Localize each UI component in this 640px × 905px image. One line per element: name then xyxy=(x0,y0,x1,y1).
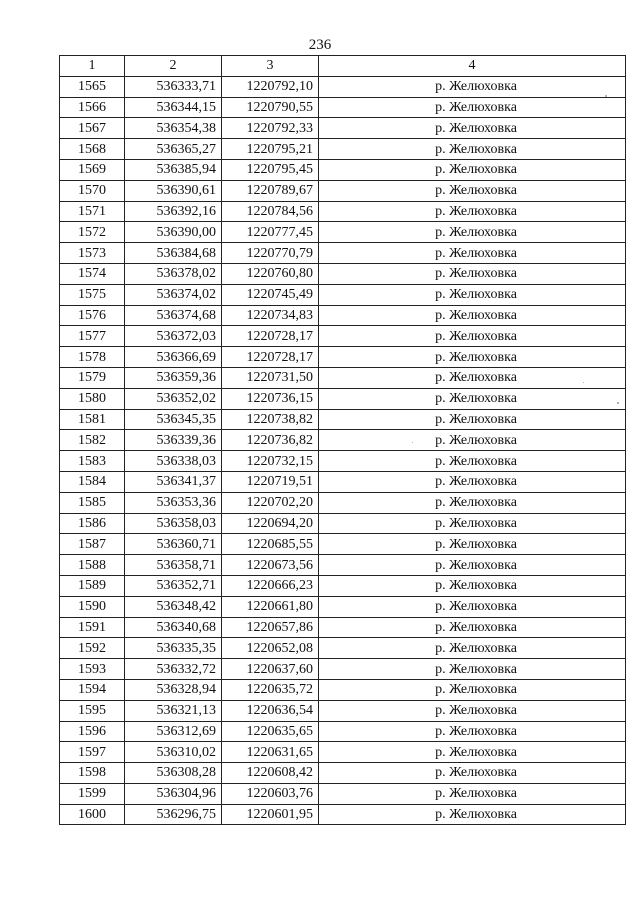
coordinate-y-cell: 1220637,60 xyxy=(222,659,319,680)
description-cell xyxy=(319,347,626,368)
description-text: р. Желюховка xyxy=(435,391,517,407)
description-cell xyxy=(319,763,626,784)
table-row xyxy=(60,700,626,721)
point-number-cell: 1594 xyxy=(60,679,125,700)
point-number-cell: 1596 xyxy=(60,721,125,742)
coordinate-x-cell: 536332,72 xyxy=(125,659,222,680)
point-number-cell: 1592 xyxy=(60,638,125,659)
point-number-cell: 1587 xyxy=(60,534,125,555)
coordinate-y-cell: 1220652,08 xyxy=(222,638,319,659)
coordinate-y-cell: 1220673,56 xyxy=(222,555,319,576)
table-row xyxy=(60,305,626,326)
table-row xyxy=(60,471,626,492)
point-number-cell: 1597 xyxy=(60,742,125,763)
table-row xyxy=(60,513,626,534)
description-cell xyxy=(319,638,626,659)
table-row xyxy=(60,263,626,284)
scan-speck xyxy=(605,95,607,97)
table-row xyxy=(60,76,626,97)
table-row xyxy=(60,347,626,368)
description-cell xyxy=(319,305,626,326)
table-body xyxy=(60,76,626,825)
description-cell xyxy=(319,159,626,180)
description-cell xyxy=(319,534,626,555)
description-text: р. Желюховка xyxy=(435,287,517,303)
coordinate-y-cell: 1220661,80 xyxy=(222,596,319,617)
coordinate-x-cell: 536378,02 xyxy=(125,263,222,284)
point-number-cell: 1586 xyxy=(60,513,125,534)
description-cell xyxy=(319,139,626,160)
coordinate-x-cell: 536345,35 xyxy=(125,409,222,430)
coordinate-x-cell: 536358,71 xyxy=(125,555,222,576)
coordinate-y-cell: 1220760,80 xyxy=(222,263,319,284)
description-text: р. Желюховка xyxy=(435,619,517,635)
point-number-cell: 1585 xyxy=(60,492,125,513)
table-row xyxy=(60,617,626,638)
description-cell xyxy=(319,76,626,97)
description-text: р. Желюховка xyxy=(435,349,517,365)
coordinate-y-cell: 1220734,83 xyxy=(222,305,319,326)
point-number-cell: 1568 xyxy=(60,139,125,160)
description-text: р. Желюховка xyxy=(435,661,517,677)
coordinate-x-cell: 536366,69 xyxy=(125,347,222,368)
table-row xyxy=(60,804,626,825)
coordinate-y-cell: 1220666,23 xyxy=(222,575,319,596)
column-header-3: 3 xyxy=(222,56,319,77)
coordinate-y-cell: 1220601,95 xyxy=(222,804,319,825)
coordinate-x-cell: 536352,02 xyxy=(125,388,222,409)
coordinate-x-cell: 536392,16 xyxy=(125,201,222,222)
description-text: р. Желюховка xyxy=(435,432,517,448)
description-cell xyxy=(319,284,626,305)
point-number-cell: 1579 xyxy=(60,367,125,388)
coordinate-y-cell: 1220702,20 xyxy=(222,492,319,513)
description-cell xyxy=(319,97,626,118)
description-cell xyxy=(319,596,626,617)
page-number: 236 xyxy=(308,37,332,53)
description-cell xyxy=(319,430,626,451)
description-text: р. Желюховка xyxy=(435,536,517,552)
coordinate-x-cell: 536341,37 xyxy=(125,471,222,492)
description-text: р. Желюховка xyxy=(435,183,517,199)
description-cell xyxy=(319,783,626,804)
scan-speck xyxy=(583,382,584,383)
table-row xyxy=(60,201,626,222)
description-cell xyxy=(319,451,626,472)
coordinate-x-cell: 536390,61 xyxy=(125,180,222,201)
description-text: р. Желюховка xyxy=(435,328,517,344)
point-number-cell: 1593 xyxy=(60,659,125,680)
coordinate-x-cell: 536384,68 xyxy=(125,243,222,264)
coordinate-y-cell: 1220792,10 xyxy=(222,76,319,97)
table-row xyxy=(60,679,626,700)
description-text: р. Желюховка xyxy=(435,765,517,781)
table-row xyxy=(60,763,626,784)
coordinate-x-cell: 536352,71 xyxy=(125,575,222,596)
coordinate-x-cell: 536390,00 xyxy=(125,222,222,243)
coordinate-x-cell: 536354,38 xyxy=(125,118,222,139)
coordinate-y-cell: 1220745,49 xyxy=(222,284,319,305)
coordinate-y-cell: 1220657,86 xyxy=(222,617,319,638)
coordinate-x-cell: 536365,27 xyxy=(125,139,222,160)
point-number-cell: 1572 xyxy=(60,222,125,243)
column-header-4: 4 xyxy=(319,56,626,77)
description-text: р. Желюховка xyxy=(435,203,517,219)
coordinate-x-cell: 536385,94 xyxy=(125,159,222,180)
description-cell xyxy=(319,700,626,721)
coordinate-x-cell: 536310,02 xyxy=(125,742,222,763)
coordinate-x-cell: 536360,71 xyxy=(125,534,222,555)
table-header-row xyxy=(60,56,626,77)
description-text: р. Желюховка xyxy=(435,370,517,386)
coordinate-x-cell: 536304,96 xyxy=(125,783,222,804)
coordinate-x-cell: 536374,68 xyxy=(125,305,222,326)
point-number-cell: 1574 xyxy=(60,263,125,284)
coordinates-table xyxy=(59,55,626,825)
table-row xyxy=(60,409,626,430)
point-number-cell: 1582 xyxy=(60,430,125,451)
point-number-cell: 1566 xyxy=(60,97,125,118)
description-cell xyxy=(319,721,626,742)
description-text: р. Желюховка xyxy=(435,807,517,823)
coordinate-y-cell: 1220792,33 xyxy=(222,118,319,139)
table-row xyxy=(60,243,626,264)
description-cell xyxy=(319,326,626,347)
description-text: р. Желюховка xyxy=(435,224,517,240)
coordinate-y-cell: 1220728,17 xyxy=(222,347,319,368)
description-cell xyxy=(319,180,626,201)
point-number-cell: 1584 xyxy=(60,471,125,492)
point-number-cell: 1588 xyxy=(60,555,125,576)
point-number-cell: 1567 xyxy=(60,118,125,139)
description-text: р. Желюховка xyxy=(435,474,517,490)
coordinate-y-cell: 1220636,54 xyxy=(222,700,319,721)
table-row xyxy=(60,492,626,513)
table-row xyxy=(60,721,626,742)
coordinate-y-cell: 1220736,82 xyxy=(222,430,319,451)
table-row xyxy=(60,638,626,659)
coordinate-x-cell: 536359,36 xyxy=(125,367,222,388)
coordinate-x-cell: 536312,69 xyxy=(125,721,222,742)
description-text: р. Желюховка xyxy=(435,453,517,469)
coordinate-y-cell: 1220789,67 xyxy=(222,180,319,201)
coordinate-x-cell: 536335,35 xyxy=(125,638,222,659)
description-cell xyxy=(319,679,626,700)
table-row xyxy=(60,139,626,160)
coordinate-y-cell: 1220694,20 xyxy=(222,513,319,534)
table-row xyxy=(60,659,626,680)
description-text: р. Желюховка xyxy=(435,578,517,594)
description-cell xyxy=(319,742,626,763)
point-number-cell: 1565 xyxy=(60,76,125,97)
table-row xyxy=(60,575,626,596)
table-row xyxy=(60,742,626,763)
point-number-cell: 1580 xyxy=(60,388,125,409)
description-cell xyxy=(319,263,626,284)
description-text: р. Желюховка xyxy=(435,744,517,760)
point-number-cell: 1576 xyxy=(60,305,125,326)
point-number-cell: 1600 xyxy=(60,804,125,825)
coordinate-y-cell: 1220728,17 xyxy=(222,326,319,347)
description-cell xyxy=(319,388,626,409)
description-text: р. Желюховка xyxy=(435,515,517,531)
point-number-cell: 1598 xyxy=(60,763,125,784)
coordinate-x-cell: 536353,36 xyxy=(125,492,222,513)
description-text: р. Желюховка xyxy=(435,682,517,698)
description-text: р. Желюховка xyxy=(435,703,517,719)
description-text: р. Желюховка xyxy=(435,599,517,615)
coordinate-y-cell: 1220635,72 xyxy=(222,679,319,700)
description-text: р. Желюховка xyxy=(435,120,517,136)
description-text: р. Желюховка xyxy=(435,141,517,157)
description-cell xyxy=(319,492,626,513)
point-number-cell: 1569 xyxy=(60,159,125,180)
description-text: р. Желюховка xyxy=(435,411,517,427)
table-row xyxy=(60,534,626,555)
point-number-cell: 1589 xyxy=(60,575,125,596)
coordinate-x-cell: 536374,02 xyxy=(125,284,222,305)
point-number-cell: 1591 xyxy=(60,617,125,638)
coordinate-x-cell: 536372,03 xyxy=(125,326,222,347)
table-row xyxy=(60,222,626,243)
coordinate-y-cell: 1220731,50 xyxy=(222,367,319,388)
coordinate-x-cell: 536339,36 xyxy=(125,430,222,451)
table-row xyxy=(60,180,626,201)
description-cell xyxy=(319,118,626,139)
table-row xyxy=(60,451,626,472)
description-text: р. Желюховка xyxy=(435,162,517,178)
description-text: р. Желюховка xyxy=(435,723,517,739)
table-row xyxy=(60,367,626,388)
column-header-1: 1 xyxy=(60,56,125,77)
table-row xyxy=(60,118,626,139)
point-number-cell: 1599 xyxy=(60,783,125,804)
table-row xyxy=(60,783,626,804)
description-cell xyxy=(319,804,626,825)
point-number-cell: 1578 xyxy=(60,347,125,368)
description-text: р. Желюховка xyxy=(435,557,517,573)
coordinate-x-cell: 536308,28 xyxy=(125,763,222,784)
coordinate-x-cell: 536344,15 xyxy=(125,97,222,118)
coordinate-y-cell: 1220603,76 xyxy=(222,783,319,804)
description-cell xyxy=(319,659,626,680)
coordinate-y-cell: 1220736,15 xyxy=(222,388,319,409)
description-cell xyxy=(319,409,626,430)
coordinate-x-cell: 536328,94 xyxy=(125,679,222,700)
table-row xyxy=(60,555,626,576)
coordinate-y-cell: 1220608,42 xyxy=(222,763,319,784)
coordinate-y-cell: 1220732,15 xyxy=(222,451,319,472)
point-number-cell: 1575 xyxy=(60,284,125,305)
table-row xyxy=(60,159,626,180)
table-row xyxy=(60,284,626,305)
description-cell xyxy=(319,555,626,576)
description-cell xyxy=(319,243,626,264)
point-number-cell: 1573 xyxy=(60,243,125,264)
coordinate-x-cell: 536321,13 xyxy=(125,700,222,721)
coordinate-y-cell: 1220738,82 xyxy=(222,409,319,430)
point-number-cell: 1570 xyxy=(60,180,125,201)
coordinate-x-cell: 536333,71 xyxy=(125,76,222,97)
description-cell xyxy=(319,471,626,492)
description-text: р. Желюховка xyxy=(435,245,517,261)
coordinate-x-cell: 536338,03 xyxy=(125,451,222,472)
coordinate-y-cell: 1220777,45 xyxy=(222,222,319,243)
description-text: р. Желюховка xyxy=(435,640,517,656)
coordinate-y-cell: 1220784,56 xyxy=(222,201,319,222)
point-number-cell: 1590 xyxy=(60,596,125,617)
description-text: р. Желюховка xyxy=(435,99,517,115)
description-text: р. Желюховка xyxy=(435,307,517,323)
coordinate-y-cell: 1220631,65 xyxy=(222,742,319,763)
coordinate-y-cell: 1220685,55 xyxy=(222,534,319,555)
coordinate-y-cell: 1220770,79 xyxy=(222,243,319,264)
table-row xyxy=(60,430,626,451)
point-number-cell: 1571 xyxy=(60,201,125,222)
point-number-cell: 1577 xyxy=(60,326,125,347)
coordinate-y-cell: 1220790,55 xyxy=(222,97,319,118)
coordinate-y-cell: 1220795,21 xyxy=(222,139,319,160)
description-text: р. Желюховка xyxy=(435,79,517,95)
coordinate-x-cell: 536358,03 xyxy=(125,513,222,534)
scan-speck xyxy=(412,442,413,443)
description-text: р. Желюховка xyxy=(435,786,517,802)
description-cell xyxy=(319,617,626,638)
coordinate-x-cell: 536340,68 xyxy=(125,617,222,638)
description-cell xyxy=(319,513,626,534)
table-row xyxy=(60,97,626,118)
description-text: р. Желюховка xyxy=(435,266,517,282)
description-cell xyxy=(319,367,626,388)
coordinate-x-cell: 536348,42 xyxy=(125,596,222,617)
scan-speck xyxy=(617,402,619,404)
table-row xyxy=(60,326,626,347)
coordinate-y-cell: 1220719,51 xyxy=(222,471,319,492)
column-header-2: 2 xyxy=(125,56,222,77)
description-cell xyxy=(319,201,626,222)
coordinate-x-cell: 536296,75 xyxy=(125,804,222,825)
coordinate-y-cell: 1220635,65 xyxy=(222,721,319,742)
description-text: р. Желюховка xyxy=(435,495,517,511)
point-number-cell: 1583 xyxy=(60,451,125,472)
coordinate-y-cell: 1220795,45 xyxy=(222,159,319,180)
point-number-cell: 1581 xyxy=(60,409,125,430)
table-row xyxy=(60,388,626,409)
description-cell xyxy=(319,575,626,596)
table-row xyxy=(60,596,626,617)
description-cell xyxy=(319,222,626,243)
point-number-cell: 1595 xyxy=(60,700,125,721)
